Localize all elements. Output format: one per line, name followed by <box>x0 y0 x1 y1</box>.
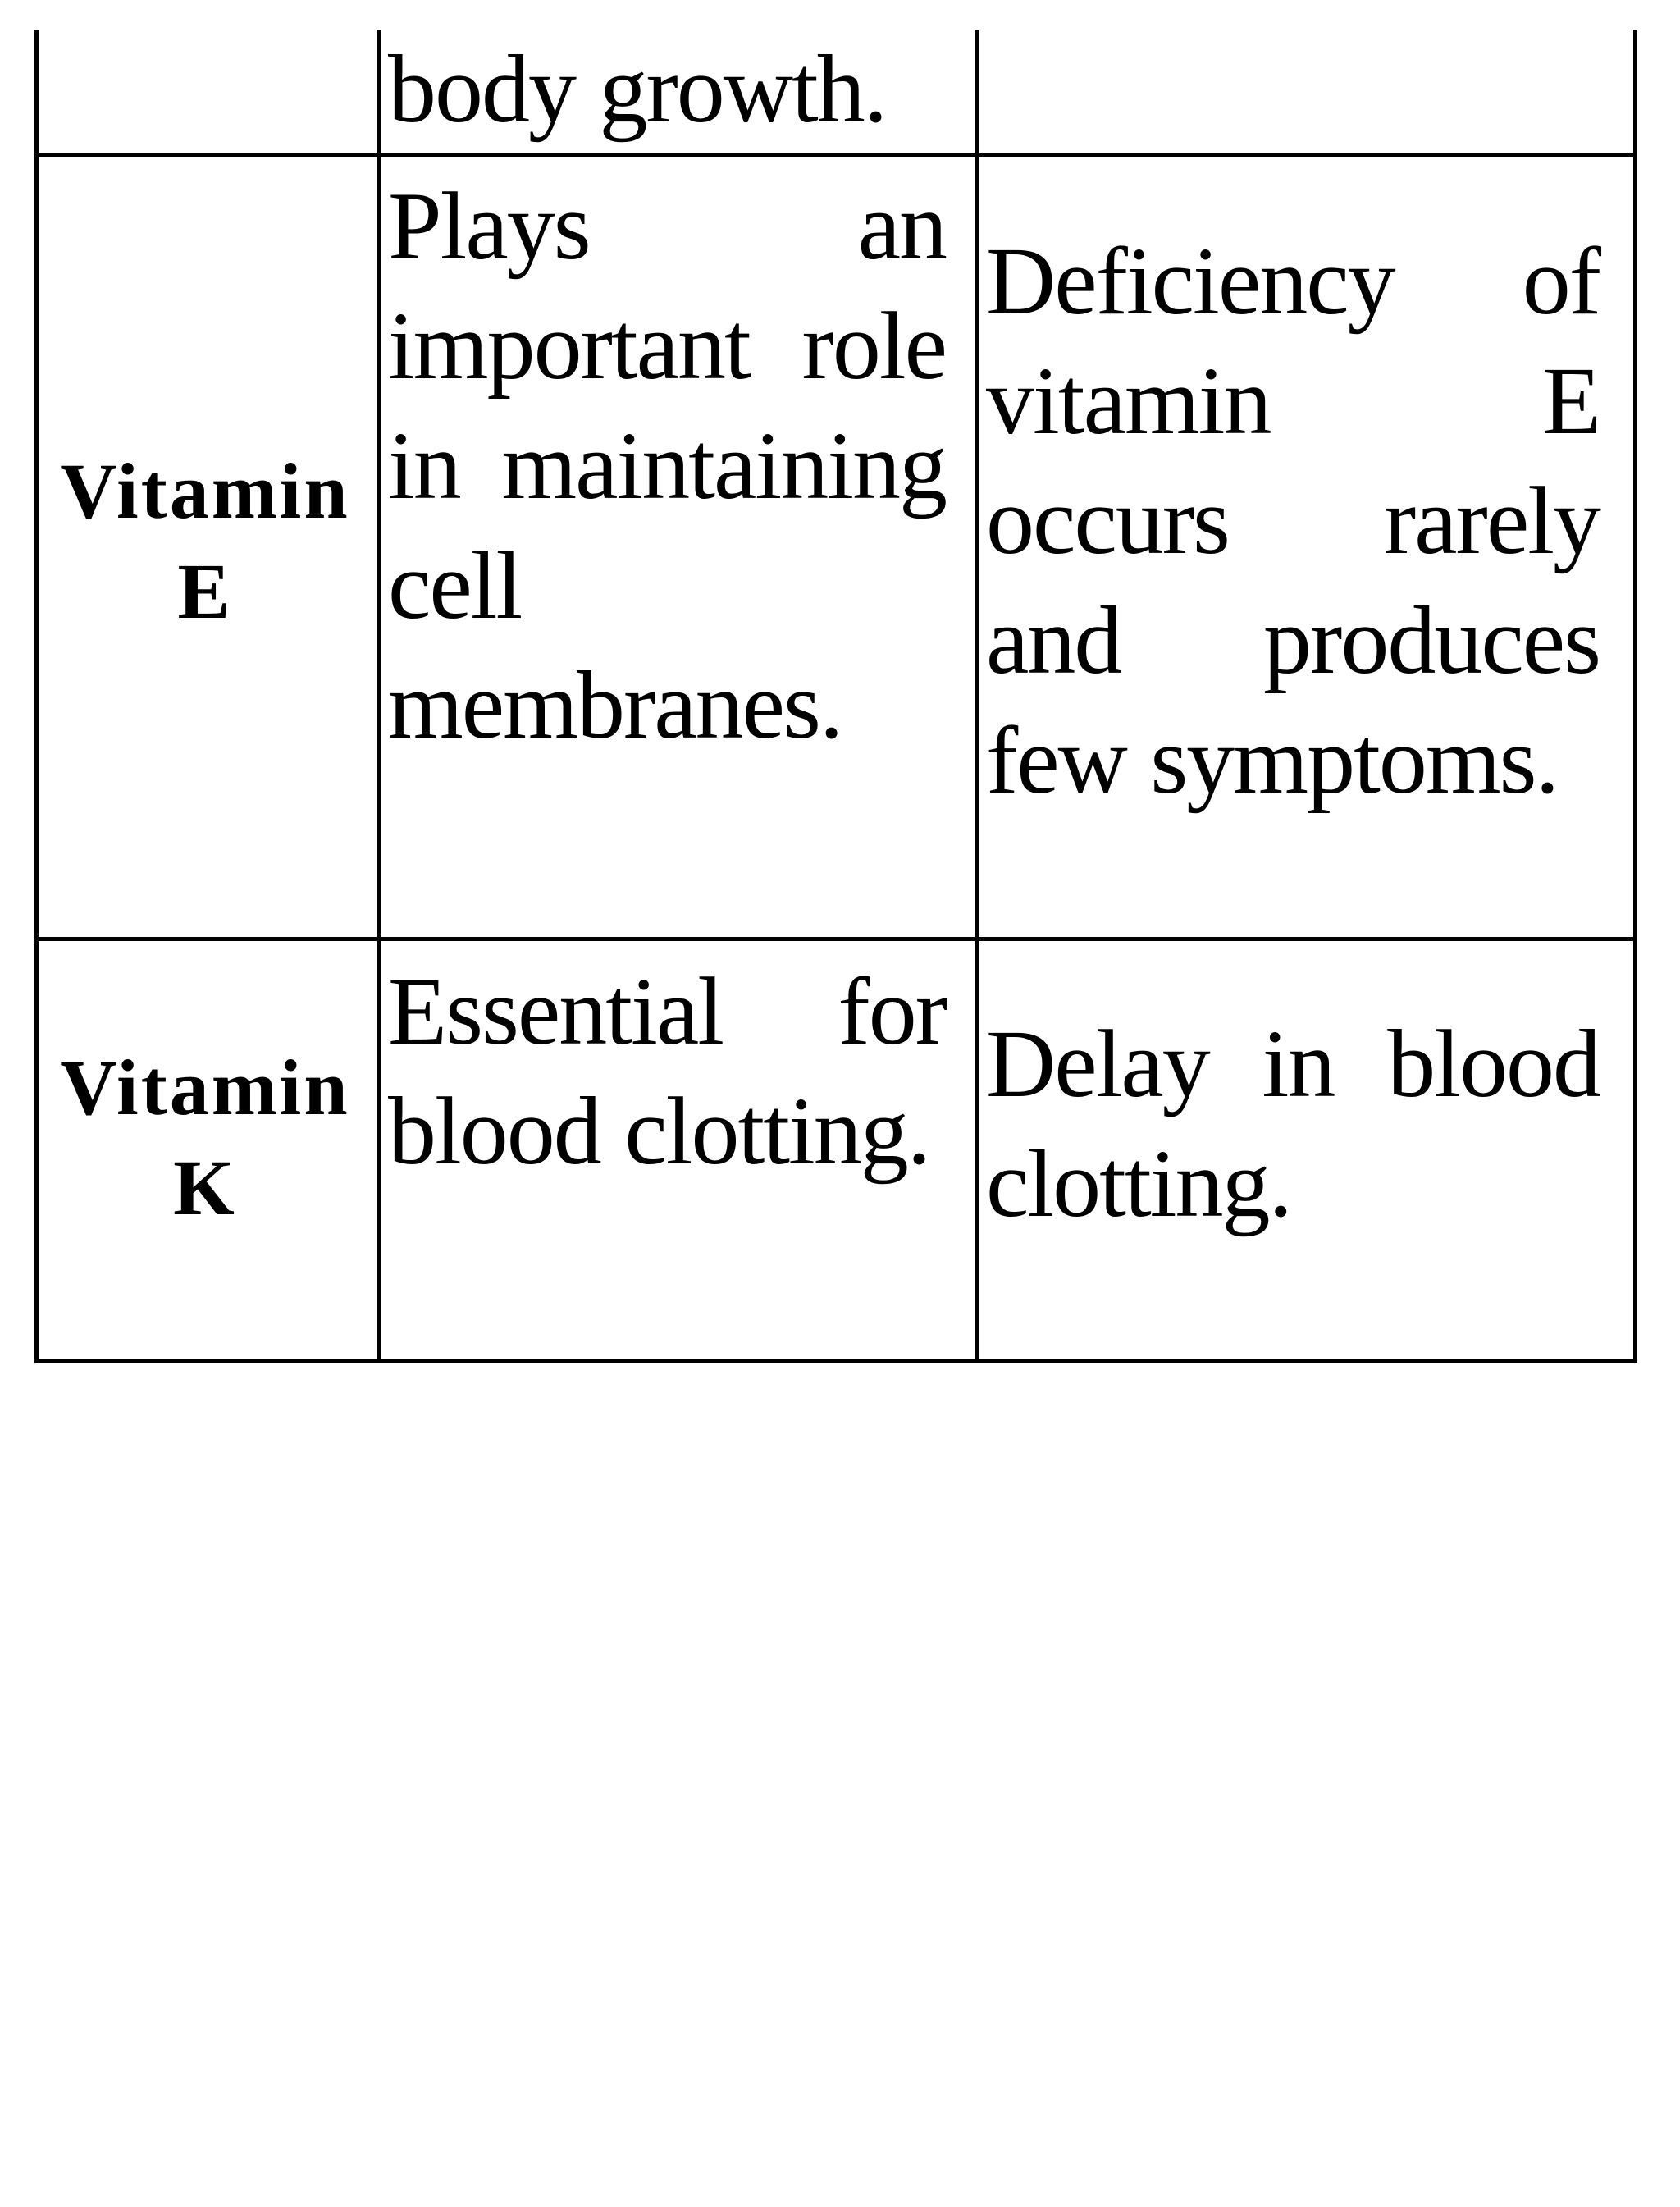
row-1-deficiency-text: Deficiency of vitamin E occurs rarely and produces few symptoms. <box>986 227 1600 814</box>
table-bottom-border <box>34 1359 1637 1363</box>
column-divider-1 <box>377 30 381 1363</box>
row-divider-1 <box>34 153 1637 157</box>
row-2-deficiency-text: Delay in blood clotting. <box>986 1010 1600 1237</box>
row-1-vitamin-label <box>41 441 369 642</box>
vitamin-k-label: Vitamin K <box>60 1044 350 1231</box>
vitamin-e-label: Vitamin E <box>60 447 350 635</box>
row-2-deficiency-cell <box>986 1004 1600 1244</box>
row-2-role-text: Essential for blood clotting. <box>388 957 946 1185</box>
row-1-role-text: Plays an important role in maintaining cell membranes. <box>388 172 946 759</box>
row-1-role-cell <box>388 167 946 765</box>
column-divider-2 <box>975 30 979 1363</box>
table-right-border <box>1633 30 1637 1363</box>
table-left-border <box>34 30 39 1363</box>
row-2-vitamin-label <box>41 1038 369 1238</box>
row-2-role-cell <box>388 952 946 1191</box>
row-0-role-text: body growth. <box>388 35 887 143</box>
row-0-role-cell <box>388 30 946 149</box>
row-1-deficiency-cell <box>986 222 1600 820</box>
row-divider-2 <box>34 937 1637 941</box>
